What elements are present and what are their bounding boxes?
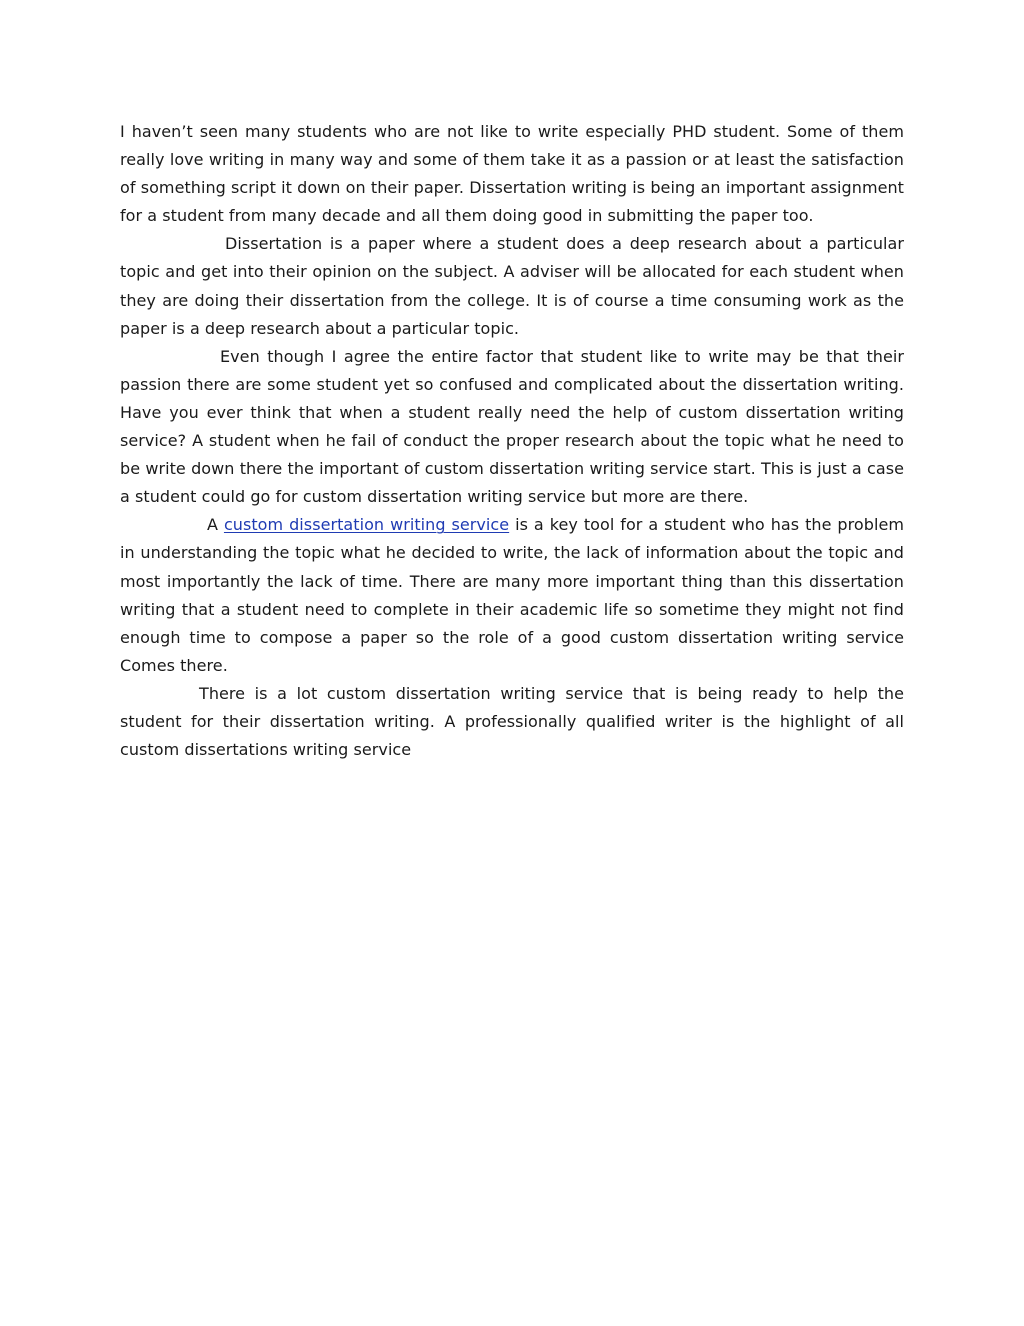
document-body bbox=[120, 118, 904, 764]
paragraph-5: There is a lot custom dissertation writing service that is being ready to help the student for their dissertation writing. A professionally qualified writer is the highlight of all custom dissertations writing service bbox=[120, 683, 904, 760]
paragraph-4-lead: A bbox=[207, 515, 224, 535]
paragraph-1: I haven’t seen many students who are not like to write especially PHD student. Some of them really love writing in many way and some of them take it as a passion or at least the satisfaction of something script it down on their paper. Dissertation writing is being an important assignment for a student from many decade and all them doing good in submitting the paper too. bbox=[120, 122, 904, 226]
paragraph-3: Even though I agree the entire factor that student like to write may be that their passion there are some student yet so confused and complicated about the dissertation writing. Have you ever think that when a student really need the help of custom dissertation writing service? A student when he fail of conduct the proper research about the topic what he need to be write down there the important of custom dissertation writing service start. This is just a case a student could go for custom dissertation writing service but more are there. bbox=[120, 346, 904, 507]
paragraph-2: Dissertation is a paper where a student does a deep research about a particular topic and get into their opinion on the subject. A adviser will be allocated for each student when they are doing their dissertation from the college. It is of course a time consuming work as the paper is a deep research about a particular topic. bbox=[120, 234, 904, 338]
custom-dissertation-service-link[interactable]: custom dissertation writing service bbox=[223, 515, 510, 535]
paragraph-4 bbox=[120, 511, 904, 680]
paragraph-4-rest: is a key tool for a student who has the problem in understanding the topic what he decided to write, the lack of information about the topic and most importantly the lack of time. There are many more important thing than this dissertation writing that a student need to complete in their academic life so sometime they might not find enough time to compose a paper so the role of a good custom dissertation writing service Comes there. bbox=[120, 515, 904, 675]
